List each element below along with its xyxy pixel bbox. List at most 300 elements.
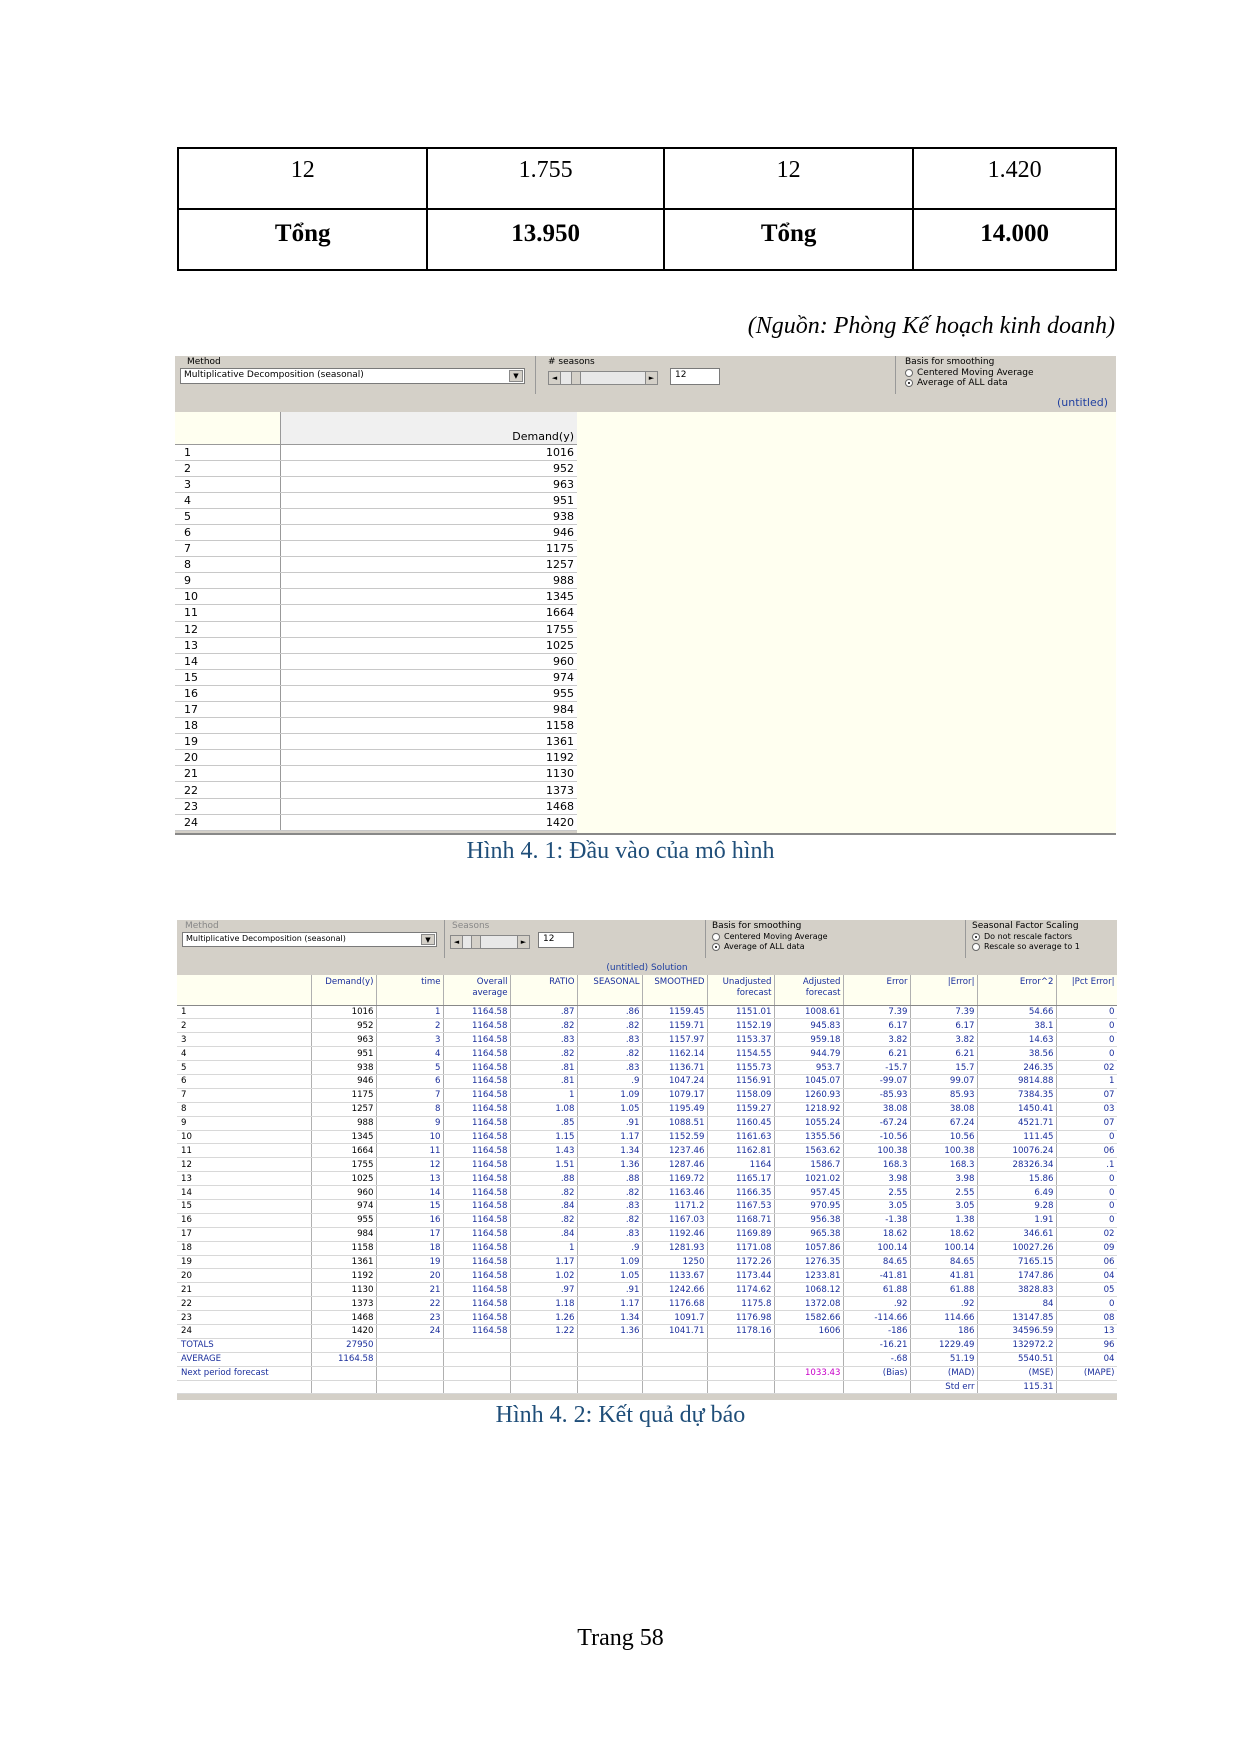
smoothing-option-average[interactable] bbox=[905, 378, 1008, 388]
row-label: 16 bbox=[177, 1213, 311, 1227]
table-cell: 7 bbox=[376, 1088, 443, 1102]
table-cell: 7165.15 bbox=[977, 1255, 1056, 1269]
table-cell: 0 bbox=[1056, 1199, 1117, 1213]
table-cell bbox=[577, 1352, 642, 1366]
row-index: 23 bbox=[175, 798, 281, 814]
table-cell: 1164.58 bbox=[443, 1297, 510, 1311]
table-cell: 1164.58 bbox=[443, 1311, 510, 1325]
table-cell: 1257 bbox=[311, 1102, 376, 1116]
table-cell: 11 bbox=[376, 1144, 443, 1158]
radio-label: Centered Moving Average bbox=[917, 368, 1034, 378]
table-cell: 974 bbox=[311, 1199, 376, 1213]
table-cell: 1164.58 bbox=[443, 1186, 510, 1200]
chevron-down-icon[interactable]: ▼ bbox=[509, 370, 523, 382]
table-row bbox=[175, 637, 577, 653]
scroll-thumb[interactable] bbox=[571, 372, 581, 384]
method-select[interactable] bbox=[180, 368, 525, 384]
table-row bbox=[177, 1213, 1117, 1227]
demand-cell[interactable]: 951 bbox=[281, 492, 577, 508]
table-cell: 1175.8 bbox=[707, 1297, 774, 1311]
row-index: 13 bbox=[175, 637, 281, 653]
method-label: Method bbox=[185, 921, 219, 931]
table-cell: 1021.02 bbox=[774, 1172, 843, 1186]
table-cell: 1192 bbox=[311, 1269, 376, 1283]
table-cell: 1.09 bbox=[577, 1255, 642, 1269]
scroll-right-icon[interactable]: ► bbox=[645, 372, 657, 384]
table-cell: 1033.43 bbox=[774, 1366, 843, 1380]
table-cell: 111.45 bbox=[977, 1130, 1056, 1144]
table-cell: 10027.26 bbox=[977, 1241, 1056, 1255]
method-select-value: Multiplicative Decomposition (seasonal) bbox=[186, 934, 346, 943]
table-cell: 14 bbox=[376, 1186, 443, 1200]
table-cell: .97 bbox=[510, 1283, 577, 1297]
table-cell: Overall average bbox=[443, 975, 510, 1005]
table-cell bbox=[707, 1366, 774, 1380]
grid-header-row bbox=[177, 975, 1117, 1005]
table-row bbox=[175, 557, 577, 573]
table-cell: 1169.72 bbox=[642, 1172, 707, 1186]
table-row bbox=[177, 1227, 1117, 1241]
table-cell bbox=[443, 1380, 510, 1394]
row-index: 11 bbox=[175, 605, 281, 621]
table-cell: 3.98 bbox=[910, 1172, 977, 1186]
table-row bbox=[175, 782, 577, 798]
table-cell: 1176.68 bbox=[642, 1297, 707, 1311]
table-cell: 6.17 bbox=[843, 1019, 910, 1033]
output-screenshot bbox=[177, 920, 1117, 1400]
row-label bbox=[177, 975, 311, 1005]
table-row bbox=[175, 476, 577, 492]
demand-cell[interactable]: 1420 bbox=[281, 814, 577, 830]
row-label: 2 bbox=[177, 1019, 311, 1033]
table-cell: 1025 bbox=[311, 1172, 376, 1186]
table-row bbox=[175, 702, 577, 718]
scroll-right-icon[interactable]: ► bbox=[517, 936, 529, 948]
table-cell: 0 bbox=[1056, 1005, 1117, 1019]
row-label: 11 bbox=[177, 1144, 311, 1158]
table-cell: 1373 bbox=[311, 1297, 376, 1311]
table-row bbox=[177, 1172, 1117, 1186]
table-cell: 09 bbox=[1056, 1241, 1117, 1255]
table-cell: 945.83 bbox=[774, 1019, 843, 1033]
table-cell bbox=[376, 1338, 443, 1352]
table-cell: 1055.24 bbox=[774, 1116, 843, 1130]
table-cell: 1195.49 bbox=[642, 1102, 707, 1116]
table-cell: 18.62 bbox=[910, 1227, 977, 1241]
smoothing-option-centered[interactable] bbox=[905, 368, 1034, 378]
table-cell: 04 bbox=[1056, 1269, 1117, 1283]
table-cell: 1.51 bbox=[510, 1158, 577, 1172]
seasons-label: # seasons bbox=[548, 357, 595, 367]
demand-cell[interactable]: 1345 bbox=[281, 589, 577, 605]
table-cell: 1.36 bbox=[577, 1158, 642, 1172]
table-cell: 1157.97 bbox=[642, 1033, 707, 1047]
demand-cell[interactable]: 960 bbox=[281, 653, 577, 669]
table-cell: 1159.45 bbox=[642, 1005, 707, 1019]
row-label: 15 bbox=[177, 1199, 311, 1213]
table-row bbox=[177, 1255, 1117, 1269]
demand-cell[interactable]: 1257 bbox=[281, 557, 577, 573]
radio-selected-icon bbox=[712, 943, 720, 951]
table-cell: .81 bbox=[510, 1074, 577, 1088]
radio-icon bbox=[972, 943, 980, 951]
next-forecast-row bbox=[177, 1366, 1117, 1380]
summary-table bbox=[177, 147, 1117, 271]
row-label: 1 bbox=[177, 1005, 311, 1019]
table-cell: 960 bbox=[311, 1186, 376, 1200]
table-cell: 132972.2 bbox=[977, 1338, 1056, 1352]
table-cell: 1164.58 bbox=[443, 1102, 510, 1116]
table-row bbox=[175, 524, 577, 540]
table-cell: 7.39 bbox=[843, 1005, 910, 1019]
table-cell: 16 bbox=[376, 1213, 443, 1227]
table-cell: -186 bbox=[843, 1324, 910, 1338]
demand-cell[interactable]: 1025 bbox=[281, 637, 577, 653]
table-cell: 1 bbox=[510, 1088, 577, 1102]
table-cell: 1664 bbox=[311, 1144, 376, 1158]
empty-sheet-area bbox=[577, 412, 1116, 833]
row-index: 5 bbox=[175, 508, 281, 524]
table-row bbox=[178, 148, 1116, 209]
demand-cell[interactable]: 1192 bbox=[281, 750, 577, 766]
table-cell: -10.56 bbox=[843, 1130, 910, 1144]
table-cell: .9 bbox=[577, 1074, 642, 1088]
seasons-input[interactable]: 12 bbox=[538, 932, 574, 948]
table-cell: 1041.71 bbox=[642, 1324, 707, 1338]
demand-cell[interactable]: 952 bbox=[281, 460, 577, 476]
table-cell: 38.08 bbox=[910, 1102, 977, 1116]
table-cell: 7384.35 bbox=[977, 1088, 1056, 1102]
table-cell: 1162.14 bbox=[642, 1047, 707, 1061]
source-note: (Nguồn: Phòng Kế hoạch kinh doanh) bbox=[747, 313, 1115, 339]
table-row bbox=[177, 1158, 1117, 1172]
table-cell: 0 bbox=[1056, 1172, 1117, 1186]
table-cell bbox=[510, 1338, 577, 1352]
table-cell: 1281.93 bbox=[642, 1241, 707, 1255]
input-screenshot bbox=[175, 356, 1116, 835]
table-cell: 19 bbox=[376, 1255, 443, 1269]
table-cell: 24 bbox=[376, 1324, 443, 1338]
table-cell bbox=[642, 1380, 707, 1394]
demand-cell[interactable]: 988 bbox=[281, 573, 577, 589]
row-label: 18 bbox=[177, 1241, 311, 1255]
table-cell bbox=[774, 1338, 843, 1352]
table-cell: 100.38 bbox=[910, 1144, 977, 1158]
demand-cell[interactable]: 963 bbox=[281, 476, 577, 492]
table-cell: 07 bbox=[1056, 1088, 1117, 1102]
demand-cell[interactable]: 1755 bbox=[281, 621, 577, 637]
scaling-option-no-rescale[interactable] bbox=[972, 932, 1072, 941]
table-cell: 1.17 bbox=[577, 1297, 642, 1311]
table-cell: 1164.58 bbox=[443, 1324, 510, 1338]
demand-cell[interactable]: 1361 bbox=[281, 734, 577, 750]
row-label: 4 bbox=[177, 1047, 311, 1061]
table-cell: 1192.46 bbox=[642, 1227, 707, 1241]
table-cell: 1.26 bbox=[510, 1311, 577, 1325]
table-cell: .83 bbox=[510, 1033, 577, 1047]
table-cell: 15.7 bbox=[910, 1061, 977, 1075]
input-data-grid bbox=[175, 412, 577, 831]
table-cell: .82 bbox=[510, 1047, 577, 1061]
row-label: TOTALS bbox=[177, 1338, 311, 1352]
row-label: AVERAGE bbox=[177, 1352, 311, 1366]
table-cell: .86 bbox=[577, 1005, 642, 1019]
demand-cell[interactable]: 1016 bbox=[281, 444, 577, 460]
table-cell: .88 bbox=[510, 1172, 577, 1186]
table-cell: 970.95 bbox=[774, 1199, 843, 1213]
table-cell: 946 bbox=[311, 1074, 376, 1088]
table-cell bbox=[707, 1380, 774, 1394]
scroll-thumb[interactable] bbox=[471, 936, 481, 948]
table-cell: .81 bbox=[510, 1061, 577, 1075]
table-cell: 1047.24 bbox=[642, 1074, 707, 1088]
table-cell: 1755 bbox=[311, 1158, 376, 1172]
table-cell: 1164.58 bbox=[311, 1352, 376, 1366]
table-cell: 21 bbox=[376, 1283, 443, 1297]
demand-cell[interactable]: 984 bbox=[281, 702, 577, 718]
table-cell: 953.7 bbox=[774, 1061, 843, 1075]
table-cell: 07 bbox=[1056, 1116, 1117, 1130]
table-row bbox=[177, 1074, 1117, 1088]
table-cell: 1088.51 bbox=[642, 1116, 707, 1130]
table-cell: .82 bbox=[577, 1213, 642, 1227]
table-row bbox=[175, 444, 577, 460]
table-row bbox=[177, 1047, 1117, 1061]
table-cell: .91 bbox=[577, 1116, 642, 1130]
table-cell bbox=[443, 1352, 510, 1366]
table-cell: 1164.58 bbox=[443, 1130, 510, 1144]
table-cell: 1130 bbox=[311, 1283, 376, 1297]
table-cell: 114.66 bbox=[910, 1311, 977, 1325]
table-cell: 1.09 bbox=[577, 1088, 642, 1102]
table-cell: 1164.58 bbox=[443, 1074, 510, 1088]
demand-cell[interactable]: 1158 bbox=[281, 718, 577, 734]
smoothing-option-average[interactable] bbox=[712, 942, 805, 951]
table-cell: Unadjusted forecast bbox=[707, 975, 774, 1005]
table-row bbox=[177, 1269, 1117, 1283]
radio-icon bbox=[712, 933, 720, 941]
table-cell: -114.66 bbox=[843, 1311, 910, 1325]
table-cell: 1345 bbox=[311, 1130, 376, 1144]
table-cell: 1420 bbox=[311, 1324, 376, 1338]
row-label: 22 bbox=[177, 1297, 311, 1311]
table-cell: Tổng bbox=[664, 209, 913, 270]
table-cell: 1068.12 bbox=[774, 1283, 843, 1297]
table-cell bbox=[843, 1380, 910, 1394]
table-cell: 6 bbox=[376, 1074, 443, 1088]
row-index: 15 bbox=[175, 669, 281, 685]
table-cell: 14.000 bbox=[913, 209, 1116, 270]
table-cell: 1161.63 bbox=[707, 1130, 774, 1144]
table-row bbox=[175, 573, 577, 589]
demand-cell[interactable]: 1130 bbox=[281, 766, 577, 782]
demand-cell[interactable]: 1664 bbox=[281, 605, 577, 621]
table-cell: 1172.26 bbox=[707, 1255, 774, 1269]
table-cell: 10076.24 bbox=[977, 1144, 1056, 1158]
row-label: Next period forecast bbox=[177, 1366, 311, 1380]
row-index: 2 bbox=[175, 460, 281, 476]
row-index: 1 bbox=[175, 444, 281, 460]
table-cell: (MAPE) bbox=[1056, 1366, 1117, 1380]
smoothing-label: Basis for smoothing bbox=[712, 921, 802, 931]
row-index: 4 bbox=[175, 492, 281, 508]
table-cell: 1.22 bbox=[510, 1324, 577, 1338]
table-cell: 10 bbox=[376, 1130, 443, 1144]
table-cell: 1 bbox=[376, 1005, 443, 1019]
table-cell: 1164.58 bbox=[443, 1033, 510, 1047]
table-cell: 67.24 bbox=[910, 1116, 977, 1130]
table-cell: 1.420 bbox=[913, 148, 1116, 209]
table-cell: 1582.66 bbox=[774, 1311, 843, 1325]
table-cell: 1242.66 bbox=[642, 1283, 707, 1297]
table-cell: 28326.34 bbox=[977, 1158, 1056, 1172]
table-cell: 100.14 bbox=[843, 1241, 910, 1255]
table-cell: 3.98 bbox=[843, 1172, 910, 1186]
table-cell: 1164.58 bbox=[443, 1061, 510, 1075]
table-cell: 1164.58 bbox=[443, 1269, 510, 1283]
results-grid bbox=[177, 975, 1117, 1394]
table-row bbox=[175, 621, 577, 637]
table-row bbox=[175, 798, 577, 814]
table-row bbox=[177, 1130, 1117, 1144]
table-cell: 1136.71 bbox=[642, 1061, 707, 1075]
table-cell: 1168.71 bbox=[707, 1213, 774, 1227]
tab-title[interactable]: (untitled) bbox=[1056, 396, 1108, 409]
method-select[interactable] bbox=[182, 932, 437, 947]
demand-cell[interactable]: 1468 bbox=[281, 798, 577, 814]
demand-cell[interactable]: 938 bbox=[281, 508, 577, 524]
table-cell: |Pct Error| bbox=[1056, 975, 1117, 1005]
table-cell: .84 bbox=[510, 1227, 577, 1241]
table-cell: 27950 bbox=[311, 1338, 376, 1352]
scaling-option-rescale[interactable] bbox=[972, 942, 1080, 951]
demand-cell[interactable]: 955 bbox=[281, 685, 577, 701]
demand-cell[interactable]: 946 bbox=[281, 524, 577, 540]
table-cell: 5 bbox=[376, 1061, 443, 1075]
demand-cell[interactable]: 1175 bbox=[281, 541, 577, 557]
table-cell: 1175 bbox=[311, 1088, 376, 1102]
table-cell: 965.38 bbox=[774, 1227, 843, 1241]
table-cell: 1133.67 bbox=[642, 1269, 707, 1283]
table-cell: 944.79 bbox=[774, 1047, 843, 1061]
table-cell: 12 bbox=[178, 148, 427, 209]
table-cell: 1164.58 bbox=[443, 1047, 510, 1061]
table-cell: 1091.7 bbox=[642, 1311, 707, 1325]
demand-cell[interactable]: 974 bbox=[281, 669, 577, 685]
table-cell: 955 bbox=[311, 1213, 376, 1227]
grid-header-row bbox=[175, 412, 577, 444]
table-row bbox=[177, 1186, 1117, 1200]
table-row bbox=[175, 605, 577, 621]
table-cell bbox=[376, 1380, 443, 1394]
table-cell: 41.81 bbox=[910, 1269, 977, 1283]
table-cell: 18 bbox=[376, 1241, 443, 1255]
table-cell: -.68 bbox=[843, 1352, 910, 1366]
table-cell: 1178.16 bbox=[707, 1324, 774, 1338]
row-index: 12 bbox=[175, 621, 281, 637]
table-cell: Error^2 bbox=[977, 975, 1056, 1005]
table-cell: 14.63 bbox=[977, 1033, 1056, 1047]
table-cell: 0 bbox=[1056, 1186, 1117, 1200]
row-index: 3 bbox=[175, 476, 281, 492]
scroll-left-icon[interactable]: ◄ bbox=[451, 936, 463, 948]
table-cell bbox=[774, 1380, 843, 1394]
table-cell: 1468 bbox=[311, 1311, 376, 1325]
table-cell: 1.755 bbox=[427, 148, 664, 209]
table-cell: 1747.86 bbox=[977, 1269, 1056, 1283]
radio-label: Average of ALL data bbox=[917, 378, 1008, 388]
table-cell: .92 bbox=[843, 1297, 910, 1311]
row-label: 9 bbox=[177, 1116, 311, 1130]
column-header-demand[interactable]: Demand(y) bbox=[281, 412, 577, 444]
radio-selected-icon bbox=[972, 933, 980, 941]
demand-cell[interactable]: 1373 bbox=[281, 782, 577, 798]
table-cell bbox=[376, 1352, 443, 1366]
table-row bbox=[177, 1241, 1117, 1255]
smoothing-option-centered[interactable] bbox=[712, 932, 828, 941]
row-label: 24 bbox=[177, 1324, 311, 1338]
table-cell: 956.38 bbox=[774, 1213, 843, 1227]
table-cell: 246.35 bbox=[977, 1061, 1056, 1075]
table-cell: 2 bbox=[376, 1019, 443, 1033]
table-row bbox=[177, 1144, 1117, 1158]
table-cell: -67.24 bbox=[843, 1116, 910, 1130]
table-cell: 99.07 bbox=[910, 1074, 977, 1088]
table-cell bbox=[510, 1380, 577, 1394]
chevron-down-icon[interactable]: ▼ bbox=[421, 934, 435, 945]
seasons-input[interactable]: 12 bbox=[670, 368, 720, 385]
table-cell: 3.05 bbox=[843, 1199, 910, 1213]
scroll-left-icon[interactable]: ◄ bbox=[549, 372, 561, 384]
table-cell: 346.61 bbox=[977, 1227, 1056, 1241]
table-cell bbox=[642, 1338, 707, 1352]
table-row bbox=[177, 1324, 1117, 1338]
table-cell: 168.3 bbox=[910, 1158, 977, 1172]
table-row bbox=[175, 541, 577, 557]
solution-title: (untitled) Solution bbox=[606, 963, 688, 973]
row-label: 13 bbox=[177, 1172, 311, 1186]
seasons-scrollbar[interactable] bbox=[548, 371, 658, 385]
table-cell: 38.56 bbox=[977, 1047, 1056, 1061]
table-cell: 15.86 bbox=[977, 1172, 1056, 1186]
table-cell: SMOOTHED bbox=[642, 975, 707, 1005]
figure2-caption: Hình 4. 2: Kết quả dự báo bbox=[495, 1402, 746, 1428]
table-cell: .91 bbox=[577, 1283, 642, 1297]
table-cell: 1159.27 bbox=[707, 1102, 774, 1116]
table-cell: 18.62 bbox=[843, 1227, 910, 1241]
table-cell: 08 bbox=[1056, 1311, 1117, 1325]
table-row bbox=[175, 669, 577, 685]
table-cell: 61.88 bbox=[843, 1283, 910, 1297]
table-cell: 186 bbox=[910, 1324, 977, 1338]
scaling-label: Seasonal Factor Scaling bbox=[972, 921, 1079, 931]
table-cell: 1.17 bbox=[577, 1130, 642, 1144]
table-cell: 2.55 bbox=[910, 1186, 977, 1200]
table-cell bbox=[1056, 1380, 1117, 1394]
seasons-scrollbar[interactable] bbox=[450, 935, 530, 949]
row-index: 16 bbox=[175, 685, 281, 701]
table-cell: 0 bbox=[1056, 1213, 1117, 1227]
table-cell: 1 bbox=[1056, 1074, 1117, 1088]
table-cell: -85.93 bbox=[843, 1088, 910, 1102]
table-cell: 1164.58 bbox=[443, 1241, 510, 1255]
table-cell: 1008.61 bbox=[774, 1005, 843, 1019]
table-cell: 1.15 bbox=[510, 1130, 577, 1144]
table-cell bbox=[707, 1352, 774, 1366]
table-cell bbox=[311, 1380, 376, 1394]
table-cell: 1250 bbox=[642, 1255, 707, 1269]
table-cell: 84.65 bbox=[910, 1255, 977, 1269]
